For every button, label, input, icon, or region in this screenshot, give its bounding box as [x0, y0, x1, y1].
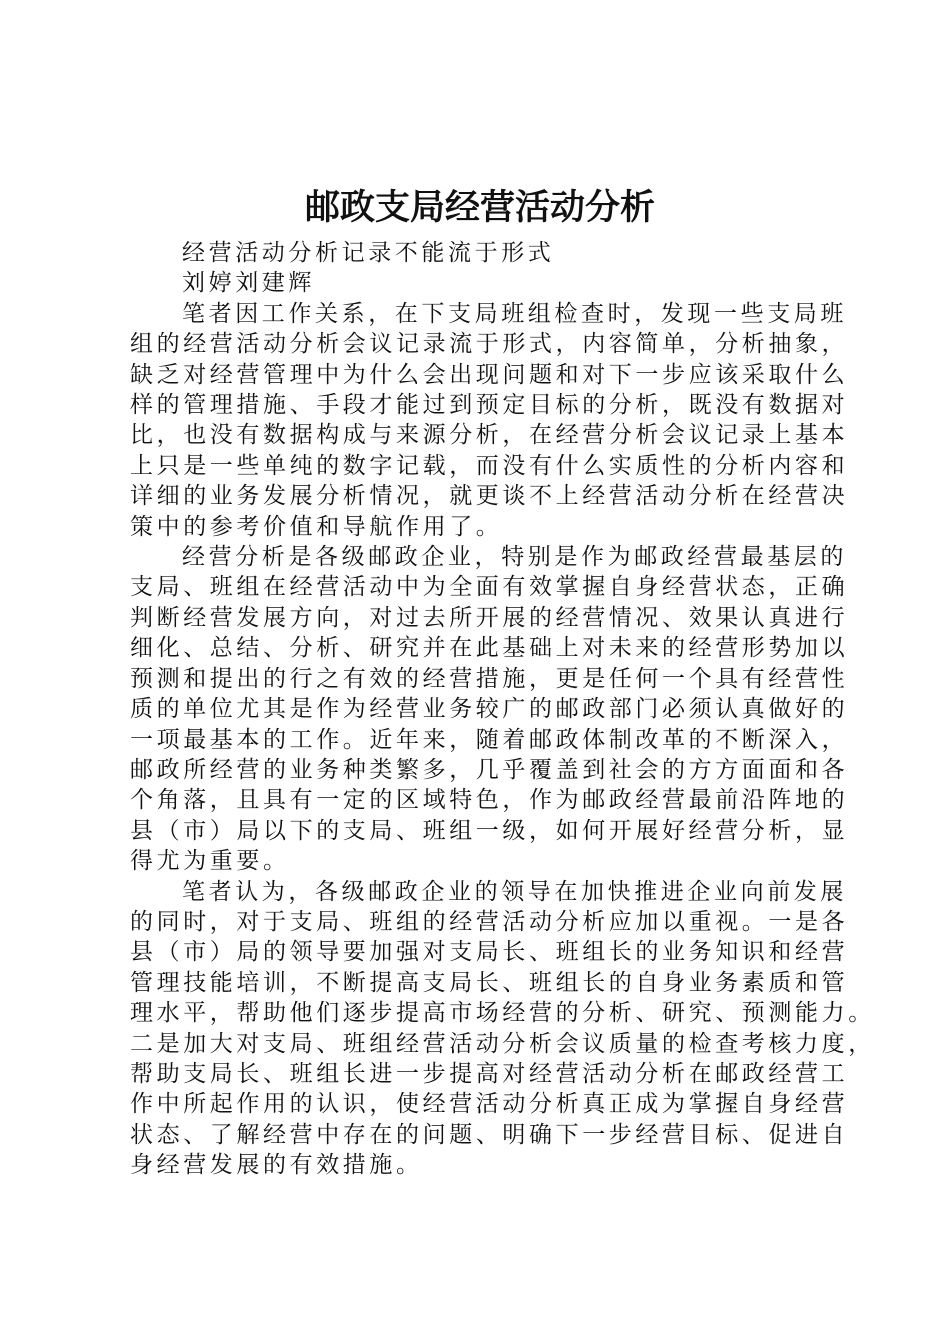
- paragraph-line: 的同时，对于支局、班组的经营活动分析应加以重视。一是各: [130, 908, 849, 935]
- paragraph-line: 比，也没有数据构成与来源分析，在经营分析会议记录上基本: [130, 422, 849, 449]
- paragraph-line: 作中所起作用的认识，使经营活动分析真正成为掌握自身经营: [130, 1091, 849, 1118]
- paragraph-line: 状态、了解经营中存在的问题、明确下一步经营目标、促进自: [130, 1121, 849, 1148]
- paragraph-line: 得尤为重要。: [130, 848, 290, 875]
- paragraph-line: 县（市）局以下的支局、班组一级，如何开展好经营分析，显: [130, 817, 849, 844]
- paragraph-line: 笔者因工作关系，在下支局班组检查时，发现一些支局班: [182, 300, 847, 327]
- paragraph-line: 邮政所经营的业务种类繁多，几乎覆盖到社会的方方面面和各: [130, 756, 849, 783]
- paragraph-line: 策中的参考价值和导航作用了。: [130, 513, 503, 540]
- paragraph-line: 身经营发展的有效措施。: [130, 1152, 423, 1179]
- paragraph-line: 组的经营活动分析会议记录流于形式，内容简单，分析抽象，: [130, 331, 849, 358]
- paragraph-line: 理水平，帮助他们逐步提高市场经营的分析、研究、预测能力。: [130, 1000, 875, 1027]
- document-authors: 刘婷刘建辉: [182, 270, 315, 297]
- paragraph-line: 管理技能培训，不断提高支局长、班组长的自身业务素质和管: [130, 969, 849, 996]
- paragraph-line: 县（市）局的领导要加强对支局长、班组长的业务知识和经营: [130, 939, 849, 966]
- document-title: 邮政支局经营活动分析: [304, 188, 655, 228]
- paragraph-line: 一项最基本的工作。近年来，随着邮政体制改革的不断深入，: [130, 726, 849, 753]
- paragraph-2: [130, 542, 849, 876]
- paragraph-line: 预测和提出的行之有效的经营措施，更是任何一个具有经营性: [130, 665, 849, 692]
- paragraph-line: 详细的业务发展分析情况，就更谈不上经营活动分析在经营决: [130, 483, 849, 510]
- paragraph-line: 细化、总结、分析、研究并在此基础上对未来的经营形势加以: [130, 635, 849, 662]
- paragraph-line: 个角落，且具有一定的区域特色，作为邮政经营最前沿阵地的: [130, 787, 849, 814]
- paragraph-line: 缺乏对经营管理中为什么会出现问题和对下一步应该采取什么: [130, 361, 849, 388]
- paragraph-line: 判断经营发展方向，对过去所开展的经营情况、效果认真进行: [130, 604, 849, 631]
- paragraph-line: 质的单位尤其是作为经营业务较广的邮政部门必须认真做好的: [130, 696, 849, 723]
- paragraph-1: [130, 299, 849, 542]
- paragraph-line: 上只是一些单纯的数字记载，而没有什么实质性的分析内容和: [130, 452, 849, 479]
- paragraph-line: 经营分析是各级邮政企业，特别是作为邮政经营最基层的: [182, 544, 847, 571]
- paragraph-line: 二是加大对支局、班组经营活动分析会议质量的检查考核力度，: [130, 1030, 875, 1057]
- paragraph-line: 帮助支局长、班组长进一步提高对经营活动分析在邮政经营工: [130, 1060, 849, 1087]
- paragraph-line: 样的管理措施、手段才能过到预定目标的分析，既没有数据对: [130, 392, 849, 419]
- document-body: [130, 238, 875, 1181]
- paragraph-3: [130, 877, 875, 1181]
- paragraph-line: 支局、班组在经营活动中为全面有效掌握自身经营状态，正确: [130, 574, 849, 601]
- paragraph-line: 笔者认为，各级邮政企业的领导在加快推进企业向前发展: [182, 878, 847, 905]
- document-subtitle: 经营活动分析记录不能流于形式: [182, 240, 555, 266]
